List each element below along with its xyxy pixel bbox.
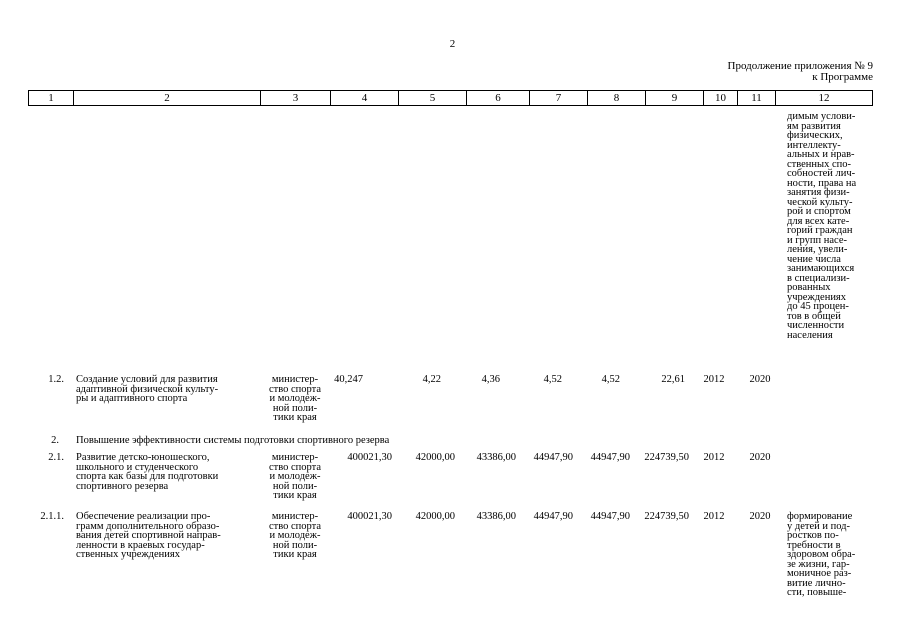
header-col-8: 8 xyxy=(588,91,646,106)
header-col-4: 4 xyxy=(331,91,399,106)
header-col-10: 10 xyxy=(704,91,738,106)
header-col-2: 2 xyxy=(74,91,261,106)
row-value-col4: 400021,30 xyxy=(347,511,392,522)
row-start-year: 2012 xyxy=(703,452,725,463)
row-end-year: 2020 xyxy=(749,452,771,463)
row-executor: министер- ство спорта и молодеж- ной поли- тики края xyxy=(268,374,322,423)
row-value-col7: 44947,90 xyxy=(533,452,573,463)
row-value-col5: 4,22 xyxy=(422,374,441,385)
row-value-col6: 43386,00 xyxy=(476,452,516,463)
row-value-col5: 42000,00 xyxy=(415,511,455,522)
row-number: 2.1.1. xyxy=(40,511,64,522)
row-title: Повышение эффективности системы подготовки спортивного резерва xyxy=(76,435,390,446)
header-col-5: 5 xyxy=(399,91,467,106)
row-value-col9: 224739,50 xyxy=(644,452,689,463)
continuation-caption xyxy=(728,61,873,83)
row-title: Создание условий для развития адаптивной физической культу- ры и адаптивного спорта xyxy=(76,374,219,404)
row-expected-result: формирование у детей и под- ростков по- требности в здоровом обра- зе жизни, гар- моничное раз- витие лично- сти, повыше- xyxy=(787,511,856,598)
header-col-11: 11 xyxy=(738,91,776,106)
header-col-12: 12 xyxy=(776,91,873,106)
row-value-col7: 4,52 xyxy=(543,374,562,385)
row-executor: министер- ство спорта и молодеж- ной поли- тики края xyxy=(268,452,322,501)
row-number: 2.1. xyxy=(48,452,64,463)
row-value-col6: 4,36 xyxy=(481,374,500,385)
row-value-col8: 4,52 xyxy=(601,374,620,385)
row-value-col8: 44947,90 xyxy=(590,452,630,463)
header-col-9: 9 xyxy=(646,91,704,106)
row-value-col7: 44947,90 xyxy=(533,511,573,522)
header-col-1: 1 xyxy=(29,91,74,106)
header-col-3: 3 xyxy=(261,91,331,106)
header-col-7: 7 xyxy=(530,91,588,106)
row-end-year: 2020 xyxy=(749,511,771,522)
note-continuation: димым услови- ям развития физических, интеллекту- альных и нрав- ственных спо- собностей лич- ности, права на занятия физи- ческой культу- рой и спортом для всех кате- горий граждан и групп насе- ления, увели- чение числа занимающихся в специализи- рованных учреждениях до 45 процен- тов в общей численности населения xyxy=(787,111,857,341)
row-title: Обеспечение реализации про- грамм дополнительного образо- вания детей спортивной направ- ленности в краевых государ- ственных учреждениях xyxy=(76,511,221,560)
row-value-col5: 42000,00 xyxy=(415,452,455,463)
row-value-col9: 224739,50 xyxy=(644,511,689,522)
row-value-col8: 44947,90 xyxy=(590,511,630,522)
row-value-col4: 400021,30 xyxy=(347,452,392,463)
row-value-col9: 22,61 xyxy=(661,374,685,385)
column-number-header xyxy=(28,90,873,106)
row-value-col6: 43386,00 xyxy=(476,511,516,522)
header-col-6: 6 xyxy=(467,91,530,106)
row-number: 2. xyxy=(51,435,59,446)
continuation-line-1: Продолжение приложения № 9 xyxy=(727,60,873,72)
row-number: 1.2. xyxy=(48,374,64,385)
row-start-year: 2012 xyxy=(703,511,725,522)
row-executor: министер- ство спорта и молодеж- ной поли- тики края xyxy=(268,511,322,560)
row-value-col4: 40,247 xyxy=(334,374,363,385)
continuation-line-2: к Программе xyxy=(812,71,873,83)
row-start-year: 2012 xyxy=(703,374,725,385)
row-title: Развитие детско-юношеского, школьного и студенческого спорта как базы для подготовки спортивного резерва xyxy=(76,452,219,492)
row-end-year: 2020 xyxy=(749,374,771,385)
page-number: 2 xyxy=(449,38,456,50)
